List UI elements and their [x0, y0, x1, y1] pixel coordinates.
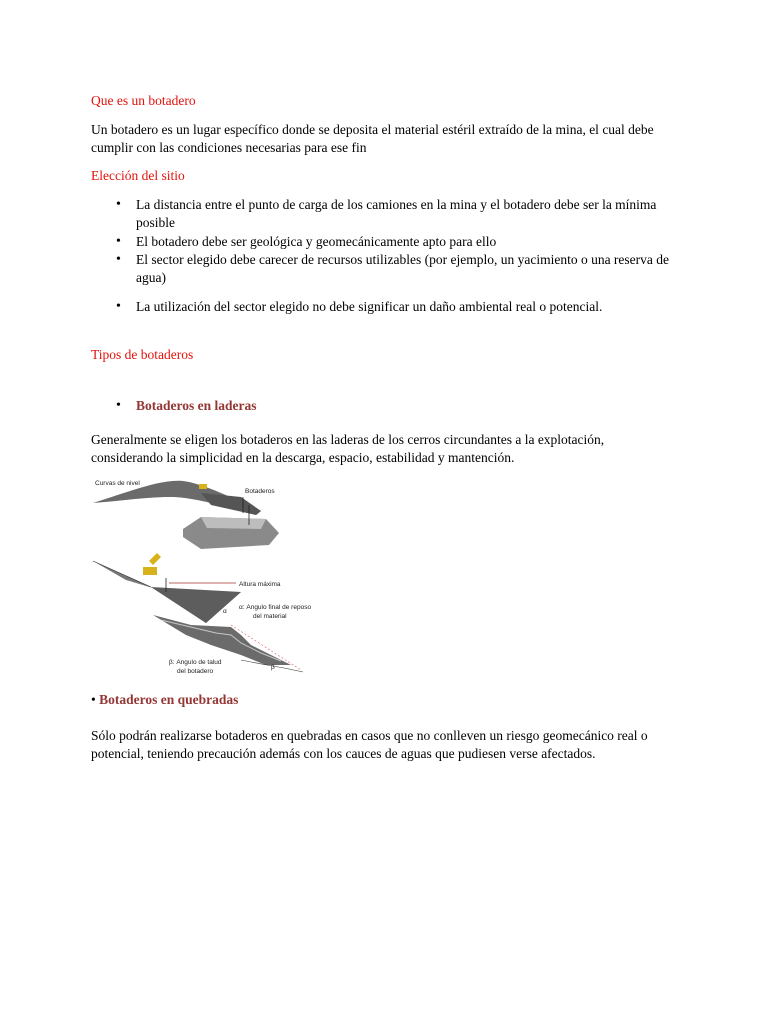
- list-item-line1: El sector elegido debe carecer de recursos utilizables (por ejemplo, un yacimiento o una reserva de: [136, 252, 670, 267]
- subheading-botaderos-laderas: Botaderos en laderas: [136, 398, 257, 413]
- label-curvas-nivel: Curvas de nivel: [95, 480, 140, 487]
- heading-tipos-botaderos: Tipos de botaderos: [91, 347, 194, 362]
- list-item: [116, 397, 681, 415]
- heading-que-es-botadero: Que es un botadero: [91, 93, 196, 108]
- label-alpha-line2: del material: [253, 613, 287, 620]
- paragraph-definition-line2: cumplir con las condiciones necesarias para ese fin: [91, 140, 367, 155]
- terrain-line: [93, 561, 151, 587]
- paragraph-laderas: [91, 431, 681, 467]
- bullet-dot: •: [116, 197, 121, 212]
- label-alpha-line1: α: Angulo final de reposo: [239, 604, 312, 611]
- label-beta-line2: del botadero: [177, 668, 214, 675]
- botaderos-laderas-diagram: [91, 475, 316, 680]
- bullet-dot: •: [116, 299, 121, 314]
- beta-symbol: β: [271, 664, 275, 671]
- truck-bed-icon: [149, 553, 161, 565]
- list-item-line1: El botadero debe ser geológica y geomecánicamente apto para ello: [136, 234, 497, 249]
- list-item-line2: agua): [136, 270, 166, 285]
- paragraph-quebradas-line1: Sólo podrán realizarse botaderos en quebradas en casos que no conlleven un riesgo geomecánico real o: [91, 728, 648, 743]
- dump-top-shape: [201, 493, 261, 515]
- subheading-quebradas-text: Botaderos en quebradas: [99, 692, 239, 707]
- paragraph-quebradas-line2: potencial, teniendo precaución además con los cauces de aguas que pudiesen verse afectados.: [91, 746, 596, 761]
- alpha-symbol: α: [223, 608, 227, 615]
- paragraph-quebradas: [91, 727, 681, 763]
- bullet-dot: •: [116, 252, 121, 267]
- bullet-dot: •: [116, 398, 121, 413]
- subheading-botaderos-quebradas: [91, 692, 238, 708]
- truck-icon: [199, 484, 207, 489]
- paragraph-laderas-line2: considerando la simplicidad en la descarga, espacio, estabilidad y mantención.: [91, 450, 515, 465]
- paragraph-definition: [91, 121, 681, 157]
- list-item: [116, 251, 681, 287]
- slope-section-face: [151, 587, 241, 623]
- heading-eleccion-sitio: Elección del sitio: [91, 168, 185, 183]
- paragraph-definition-line1: Un botadero es un lugar específico donde se deposita el material estéril extraído de la mina, el cual debe: [91, 122, 654, 137]
- list-item-line1: La distancia entre el punto de carga de los camiones en la mina y el botadero debe ser la mínima: [136, 197, 657, 212]
- bullet-dot: •: [116, 234, 121, 249]
- bullet-dot: •: [91, 692, 96, 707]
- list-item: [116, 298, 681, 316]
- label-altura-maxima: Altura máxima: [239, 581, 281, 588]
- label-botaderos: Botaderos: [245, 488, 275, 495]
- list-item-line1: La utilización del sector elegido no debe significar un daño ambiental real o potencial.: [136, 299, 603, 314]
- list-item: [116, 233, 681, 251]
- paragraph-laderas-line1: Generalmente se eligen los botaderos en las laderas de los cerros circundantes a la explotación,: [91, 432, 605, 447]
- label-beta-line1: β: Angulo de talud: [169, 659, 222, 666]
- platform-top-shape: [201, 517, 266, 529]
- truck-icon: [143, 567, 157, 575]
- list-item-line2: posible: [136, 215, 175, 230]
- list-item: [116, 196, 681, 232]
